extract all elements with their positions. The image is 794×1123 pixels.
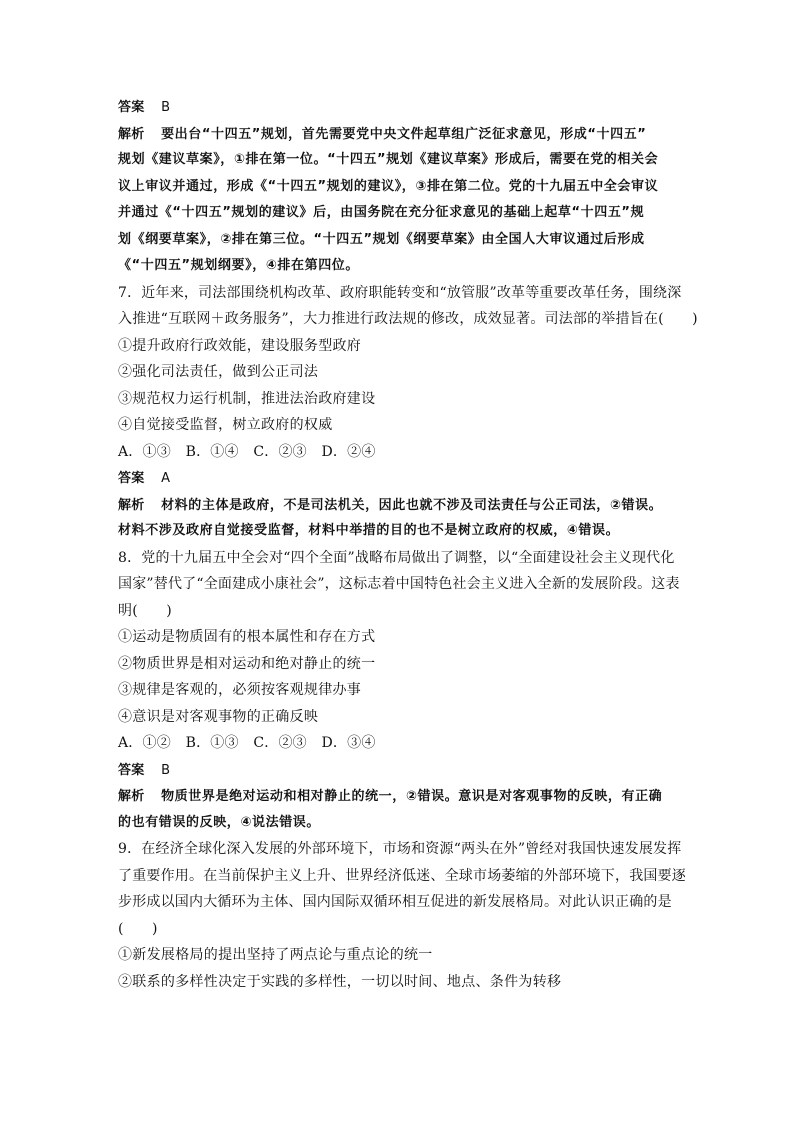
- q8-analysis-line-2: 的也有错误的反映，④说法错误。: [118, 814, 321, 830]
- q7-analysis-label: 解析: [118, 497, 145, 513]
- q8-stem-line-3: 明( ): [118, 602, 172, 619]
- q8-answer-value: B: [161, 762, 171, 778]
- q9-option-2: ②联系的多样性决定于实践的多样性，一切以时间、地点、条件为转移: [118, 973, 562, 990]
- q6-analysis-label: 解析: [118, 126, 145, 142]
- q8-choice-a: A．①②: [118, 735, 171, 751]
- q7-answer-label: 答案: [118, 471, 145, 486]
- q8-analysis-text: 物质世界是绝对运动和相对静止的统一，②错误。意识是对客观事物的反映，有正确: [161, 789, 663, 804]
- q9-stem-line-2: 了重要作用。在当前保护主义上升、世界经济低迷、全球市场萎缩的外部环境下，我国要逐: [118, 867, 686, 884]
- q8-choice-d: D．③④: [321, 735, 376, 751]
- q9-stem-line-4: ( ): [118, 920, 158, 937]
- q8-analysis-line-1: [118, 783, 678, 810]
- q6-answer-label: 答案: [118, 100, 145, 115]
- q7-analysis-line-2: 材料不涉及政府自觉接受监督，材料中举措的目的也不是树立政府的权威，④错误。: [118, 523, 620, 538]
- q7-choice-a: A．①③: [118, 443, 171, 460]
- q8-option-4: ④意识是对客观事物的正确反映: [118, 708, 319, 725]
- q8-option-2: ②物质世界是相对运动和绝对静止的统一: [118, 655, 376, 672]
- q8-choice-c: C．②③: [253, 735, 307, 751]
- q6-answer-line: [118, 94, 678, 121]
- q7-option-3: ③规范权力运行机制，推进法治政府建设: [118, 390, 376, 407]
- q6-answer-value: B: [161, 100, 171, 115]
- q9-stem-line-3: 步形成以国内大循环为主体、国内国际双循环相互促进的新发展格局。对此认识正确的是: [118, 894, 672, 910]
- q7-analysis-text: 材料的主体是政府，不是司法机关，因此也就不涉及司法责任与公正司法，②错误。: [161, 497, 663, 513]
- q7-stem-line-1: 7．近年来，司法部围绕机构改革、政府职能转变和“放管服”改革等重要改革任务，围绕深: [118, 284, 682, 301]
- q6-analysis-line-4: 并通过《“十四五”规划的建议》后，由国务院在充分征求意见的基础上起草“十四五”规: [118, 205, 645, 220]
- q8-analysis-label: 解析: [118, 789, 145, 804]
- q7-stem-line-2: 入推进“互联网＋政务服务”，大力推进行政法规的修改，成效显著。司法部的举措旨在( ): [118, 311, 698, 327]
- q8-stem-line-2: 国家”替代了“全面建成小康社会”，这标志着中国特色社会主义进入全新的发展阶段。这表: [118, 576, 680, 592]
- q6-analysis-line-2: 规划《建议草案》，①排在第一位。“十四五”规划《建议草案》形成后，需要在党的相关会: [118, 152, 659, 167]
- q7-choice-c: C．②③: [253, 443, 307, 460]
- q7-analysis-line-1: [118, 492, 678, 519]
- q6-analysis-line-5: 划《纲要草案》，②排在第三位。“十四五”规划《纲要草案》由全国人大审议通过后形成: [118, 231, 645, 247]
- q8-option-1: ①运动是物质固有的根本属性和存在方式: [118, 629, 376, 645]
- q7-option-2: ②强化司法责任，做到公正司法: [118, 364, 319, 380]
- q7-answer-value: A: [161, 471, 171, 486]
- q6-analysis-line-3: 议上审议并通过，形成《“十四五”规划的建议》，③排在第二位。党的十九届五中全会审议: [118, 178, 659, 194]
- q8-stem-line-1: 8．党的十九届五中全会对“四个全面”战略布局做出了调整，以“全面建设社会主义现代化: [118, 549, 675, 566]
- q8-choices: [118, 730, 678, 757]
- q8-option-3: ③规律是客观的，必须按客观规律办事: [118, 682, 362, 698]
- q6-analysis-text: 要出台“十四五”规划，首先需要党中央文件起草组广泛征求意见，形成“十四五”: [161, 126, 647, 142]
- q8-answer-label: 答案: [118, 762, 145, 778]
- q6-analysis-line-1: [118, 121, 678, 148]
- q7-choices: [118, 439, 678, 466]
- q9-option-1: ①新发展格局的提出坚持了两点论与重点论的统一: [118, 947, 433, 963]
- q7-option-4: ④自觉接受监督，树立政府的权威: [118, 417, 333, 433]
- q7-choice-b: B．①④: [185, 443, 239, 460]
- page-content: [118, 94, 698, 995]
- q6-analysis-line-6: 《“十四五”规划纲要》，④排在第四位。: [118, 258, 359, 273]
- q8-answer-line: [118, 757, 678, 784]
- q7-option-1: ①提升政府行政效能，建设服务型政府: [118, 337, 362, 354]
- q8-choice-b: B．①③: [185, 735, 239, 751]
- q7-answer-line: [118, 465, 678, 492]
- q7-choice-d: D．②④: [321, 443, 376, 460]
- q9-stem-line-1: 9．在经济全球化深入发展的外部环境下，市场和资源“两头在外”曾经对我国快速发展发挥: [118, 841, 682, 857]
